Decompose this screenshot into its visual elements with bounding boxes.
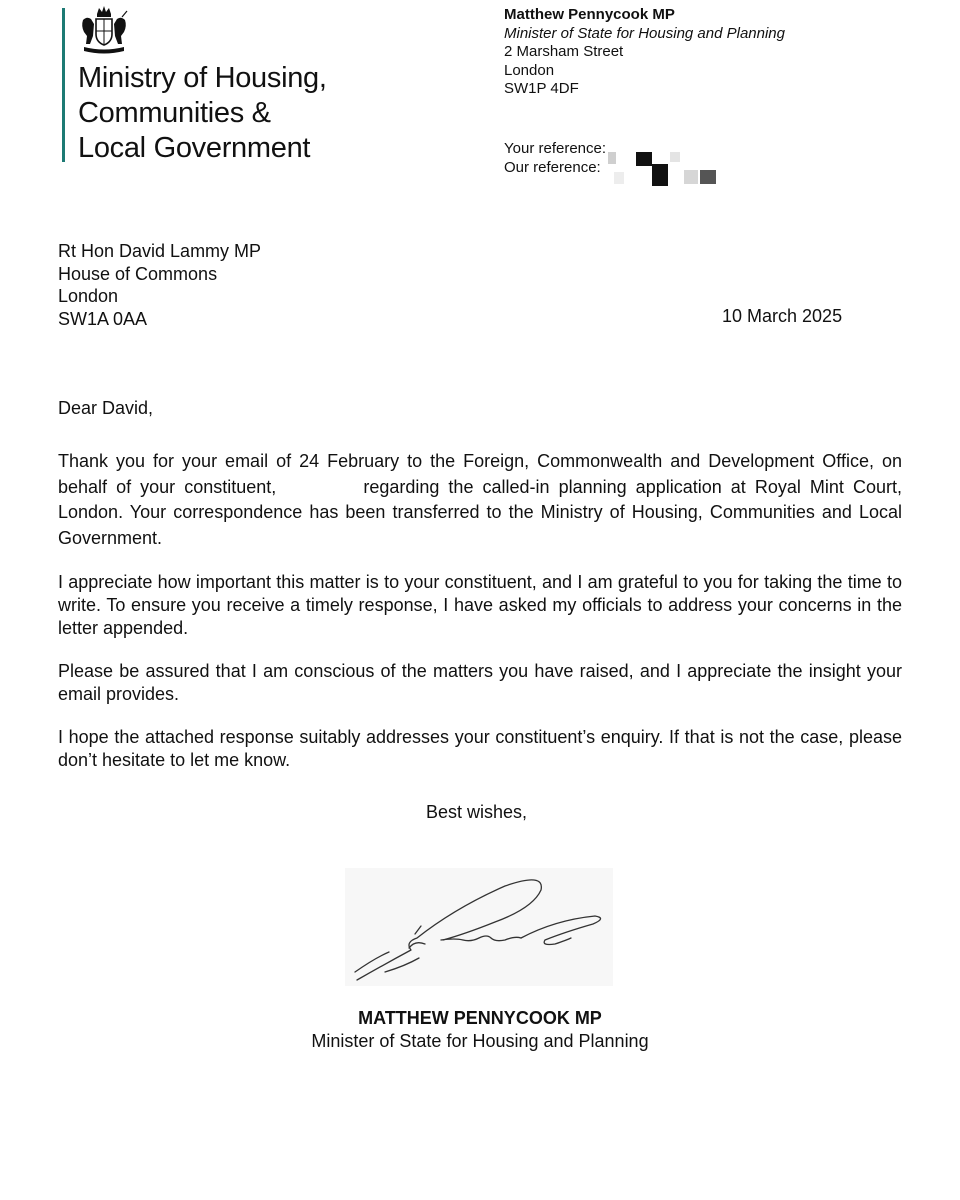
sender-name: Matthew Pennycook MP [504,6,675,23]
our-reference-label: Our reference: [504,158,601,176]
department-name-line: Ministry of Housing, [78,62,327,94]
sender-address-line: 2 Marsham Street [504,43,624,60]
your-reference-label: Your reference: [504,140,607,157]
logo-rule [62,8,65,162]
letter-body [58,449,902,792]
recipient-line: House of Commons [58,263,218,284]
body-paragraph-2: I appreciate how important this matter is to your constituent, and I am grateful to you for taking the time to write. To ensure you receive a timely response, I have asked my officials to address your concerns in the letter appended. [58,572,902,638]
salutation: Dear David, [58,398,154,418]
signatory-role: Minister of State for Housing and Planning [311,1031,649,1051]
reference-block [504,140,606,177]
sender-role: Minister of State for Housing and Planning [504,24,785,42]
recipient-line: SW1A 0AA [58,308,148,329]
department-name-line: Communities & [78,97,271,129]
signatory-name: MATTHEW PENNYCOOK MP [358,1008,602,1028]
recipient-line: Rt Hon David Lammy MP [58,241,262,261]
department-name-line: Local Government [78,132,311,164]
body-paragraph-1-start: Thank you for your email of 24 February to the Foreign, Commonwealth and Development Office, on behalf of your constituent, [58,451,902,497]
department-name [78,61,327,166]
body-paragraph-1-end: regarding the called-in planning application at Royal Mint Court, London. Your correspondence has been transferred to the Ministry of Housing, Communities and Local Government. [58,476,902,548]
letter-date: 10 March 2025 [722,306,843,326]
royal-coat-of-arms-icon [78,4,130,56]
body-paragraph-3: Please be assured that I am conscious of the matters you have raised, and I appreciate the insight your email provides. [58,661,902,704]
body-paragraph-4: I hope the attached response suitably addresses your constituent’s enquiry. If that is not the case, please don’t hesitate to let me know. [58,727,902,770]
sender-block [504,6,785,99]
sender-address-line: London [504,61,555,79]
handwritten-signature [345,868,613,986]
department-logo [58,4,358,164]
redacted-constituent-name [285,481,363,495]
sender-address-line: SW1P 4DF [504,80,579,97]
recipient-line: London [58,286,119,306]
redacted-reference [606,150,726,188]
sign-off: Best wishes, [426,802,528,822]
body-paragraph-1 [58,449,902,551]
recipient-address [58,240,261,330]
